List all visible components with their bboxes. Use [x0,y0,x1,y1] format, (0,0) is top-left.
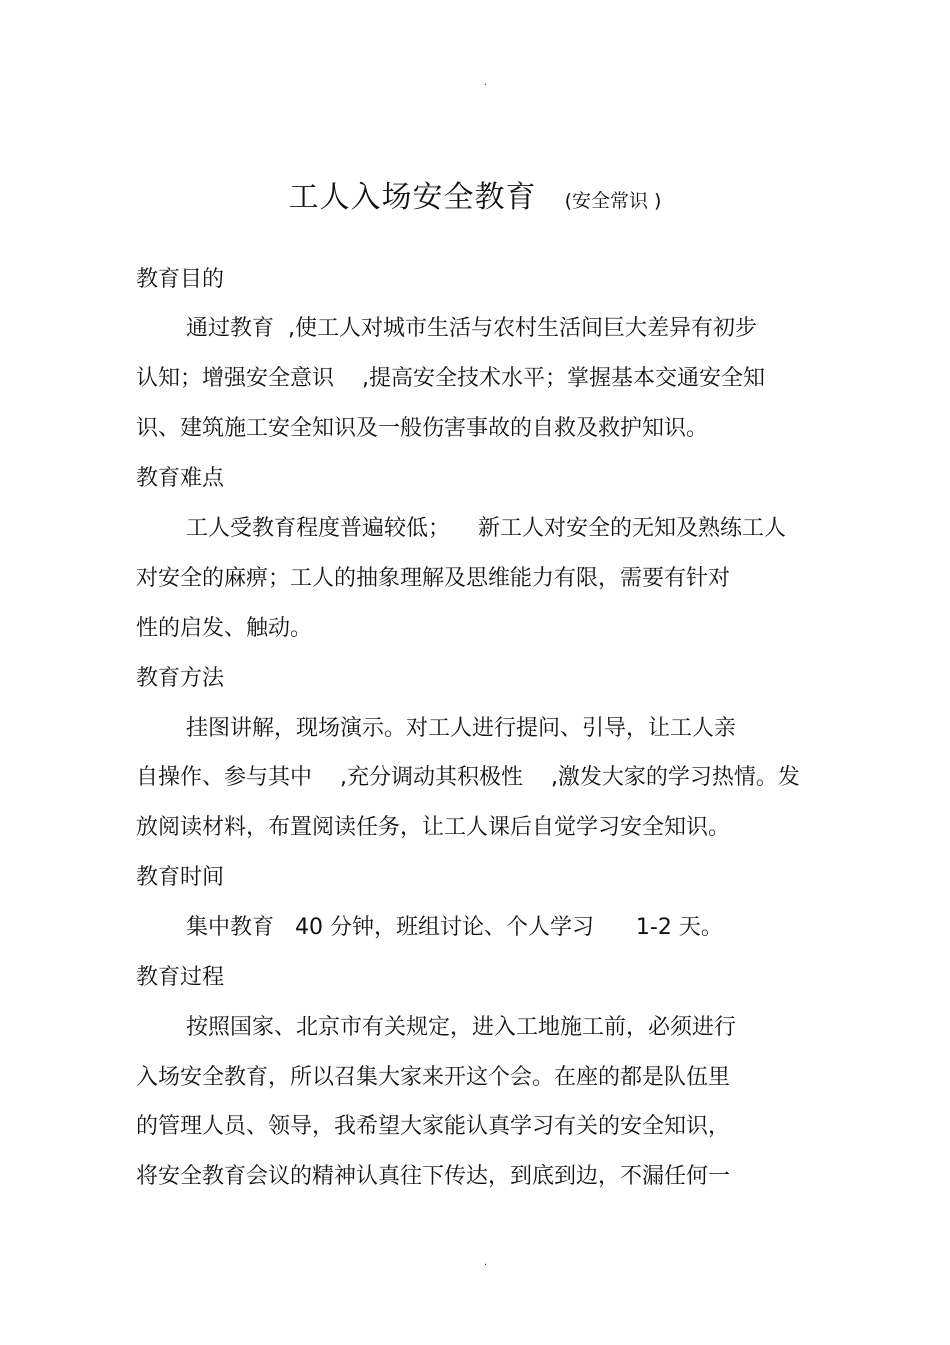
title-subtitle: (安全常识 ) [564,190,662,212]
section-heading: 教育时间 [136,865,225,890]
paragraph-line: 自操作、参与其中 ,充分调动其积极性 ,激发大家的学习热情。发 [136,765,800,790]
paragraph-line: 通过教育 ,使工人对城市生活与农村生活间巨大差异有初步 [186,316,757,341]
paragraph-line: 按照国家、北京市有关规定，进入工地施工前，必须进行 [186,1015,737,1040]
paragraph-line: 的管理人员、领导，我希望大家能认真学习有关的安全知识， [136,1114,731,1139]
paragraph-line: 放阅读材料，布置阅读任务，让工人课后自觉学习安全知识。 [136,815,731,840]
paragraph-line: 集中教育 40 分钟，班组讨论、个人学习 1-2 天。 [186,915,723,940]
section-heading: 教育过程 [136,965,225,990]
header-dot: . [484,77,488,88]
paragraph-line: 对安全的麻痹；工人的抽象理解及思维能力有限，需要有针对 [136,566,731,591]
paragraph-line: 识、建筑施工安全知识及一般伤害事故的自救及救护知识。 [136,416,709,441]
paragraph-line: 认知；增强安全意识 ,提高安全技术水平；掌握基本交通安全知 [136,366,765,391]
document-title [0,172,950,216]
section-heading: 教育方法 [136,666,225,691]
section-heading: 教育目的 [136,267,225,292]
paragraph-line: 工人受教育程度普遍较低； 新工人对安全的无知及熟练工人 [186,516,786,541]
paragraph-line: 挂图讲解，现场演示。对工人进行提问、引导，让工人亲 [186,716,737,741]
title-main: 工人入场安全教育 [288,180,537,215]
paragraph-line: 性的启发、触动。 [136,616,313,641]
section-heading: 教育难点 [136,466,225,491]
paragraph-line: 入场安全教育，所以召集大家来开这个会。在座的都是队伍里 [136,1065,731,1090]
paragraph-line: 将安全教育会议的精神认真往下传达，到底到边，不漏任何一 [136,1164,731,1189]
footer-dot: . [484,1257,488,1268]
